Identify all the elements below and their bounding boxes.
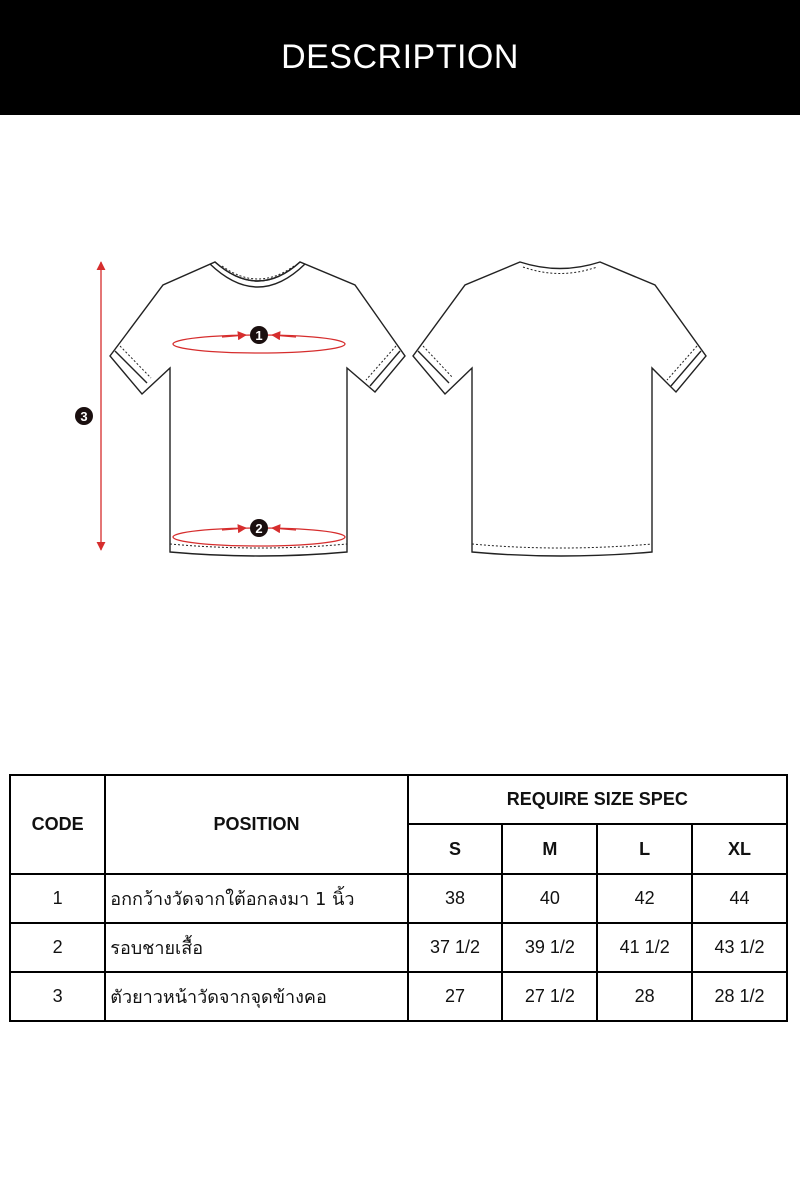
row-value-s: 27: [408, 972, 503, 1021]
table-row: [10, 972, 787, 1021]
row-code: 3: [10, 972, 105, 1021]
header-size-l: L: [597, 824, 692, 874]
row-value-xl: 44: [692, 874, 787, 923]
row-value-l: 42: [597, 874, 692, 923]
marker-2: [250, 519, 268, 537]
tshirt-illustration: [0, 115, 800, 675]
row-code: 1: [10, 874, 105, 923]
marker-2-label: 2: [255, 521, 263, 536]
header-size-s: S: [408, 824, 503, 874]
marker-1: [250, 326, 268, 344]
size-spec-table: [9, 774, 788, 1022]
table-row: [10, 874, 787, 923]
row-value-l: 28: [597, 972, 692, 1021]
marker-1-label: 1: [255, 328, 263, 343]
row-value-m: 27 1/2: [502, 972, 597, 1021]
header-size-spec: REQUIRE SIZE SPEC: [408, 775, 787, 824]
header-code: CODE: [10, 775, 105, 874]
header-size-m: M: [502, 824, 597, 874]
row-position: รอบชายเสื้อ: [105, 923, 407, 972]
header-position: POSITION: [105, 775, 407, 874]
row-value-l: 41 1/2: [597, 923, 692, 972]
row-value-m: 40: [502, 874, 597, 923]
marker-3-label: 3: [80, 409, 88, 424]
row-value-xl: 28 1/2: [692, 972, 787, 1021]
row-position: อกกว้างวัดจากใต้อกลงมา 1 นิ้ว: [105, 874, 407, 923]
header-bar: [0, 0, 800, 115]
row-code: 2: [10, 923, 105, 972]
back-shirt: [413, 262, 706, 556]
row-value-s: 38: [408, 874, 503, 923]
header-size-xl: XL: [692, 824, 787, 874]
table-row: [10, 923, 787, 972]
row-value-xl: 43 1/2: [692, 923, 787, 972]
row-value-m: 39 1/2: [502, 923, 597, 972]
page-title: DESCRIPTION: [281, 38, 519, 76]
marker-3: [75, 407, 93, 425]
tshirt-diagram: [0, 115, 800, 675]
row-position: ตัวยาวหน้าวัดจากจุดข้างคอ: [105, 972, 407, 1021]
row-value-s: 37 1/2: [408, 923, 503, 972]
table-header-row: [10, 775, 787, 824]
front-shirt: [110, 262, 405, 556]
